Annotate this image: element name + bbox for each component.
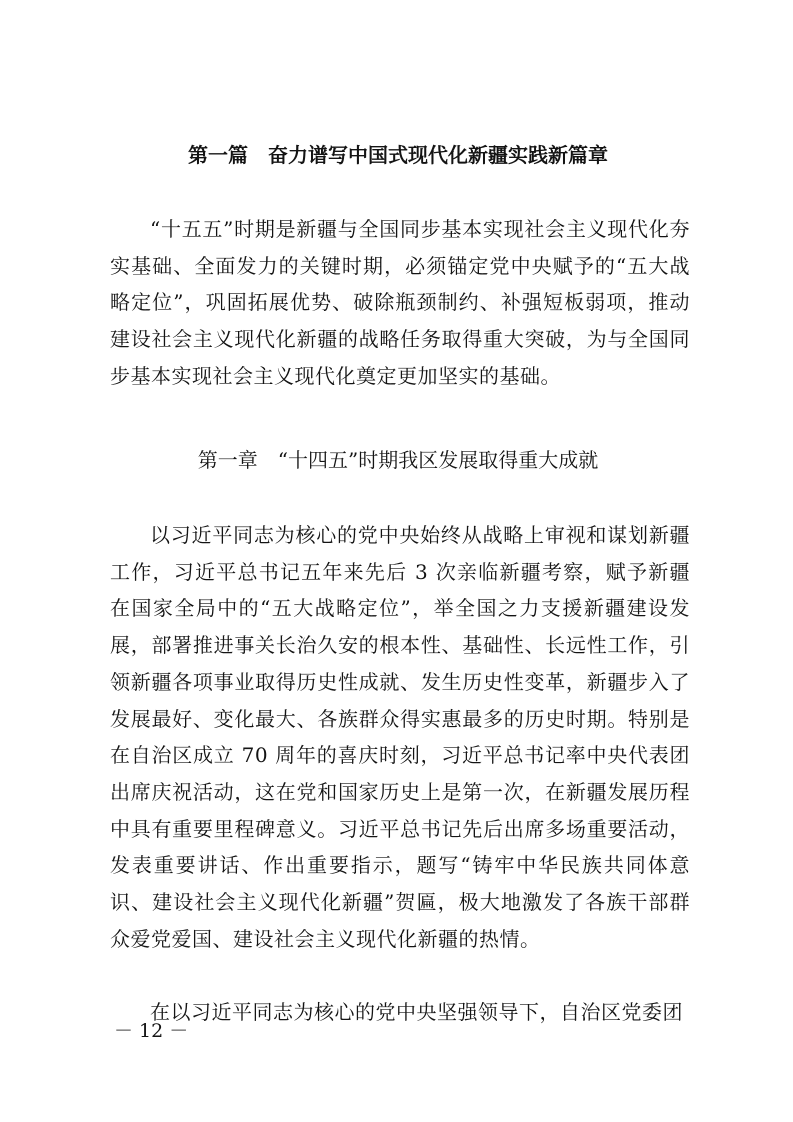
paragraph-achievements: 以习近平同志为核心的党中央始终从战略上审视和谋划新疆工作，习近平总书记五年来先后 3 次亲临新疆考察，赋予新疆在国家全局中的“五大战略定位”，举全国之力支援新疆建设发展，部署推进事关长治久安的根本性、基础性、长远性工作，引领新疆各项事业取得历史性成就、发生历史性变革，新疆步入了发展最好、变化最大、各族群众得实惠最多的历史时期。特别是在自治区成立 70 周年的喜庆时刻，习近平总书记率中央代表团出席庆祝活动，这在党和国家历史上是第一次，在新疆发展历程中具有重要里程碑意义。习近平总书记先后出席多场重要活动，发表重要讲话、作出重要指示，题写“铸牢中华民族共同体意识、建设社会主义现代化新疆”贺匾，极大地激发了各族干部群众爱党爱国、建设社会主义现代化新疆的热情。	[110, 523, 690, 951]
paragraph-intro: “十五五”时期是新疆与全国同步基本实现社会主义现代化夯实基础、全面发力的关键时期，必须锚定党中央赋予的“五大战略定位”，巩固拓展优势、破除瓶颈制约、补强短板弱项，推动建设社会主义现代化新疆的战略任务取得重大突破，为与全国同步基本实现社会主义现代化奠定更加坚实的基础。	[110, 217, 690, 388]
section-title: 第一篇 奋力谱写中国式现代化新疆实践新篇章	[188, 143, 608, 167]
chapter-title: 第一章 “十四五”时期我区发展取得重大成就	[197, 448, 599, 472]
page-number: － 12 －	[114, 1020, 189, 1042]
paragraph-continued: 在以习近平同志为核心的党中央坚强领导下，自治区党委团	[150, 1000, 683, 1024]
